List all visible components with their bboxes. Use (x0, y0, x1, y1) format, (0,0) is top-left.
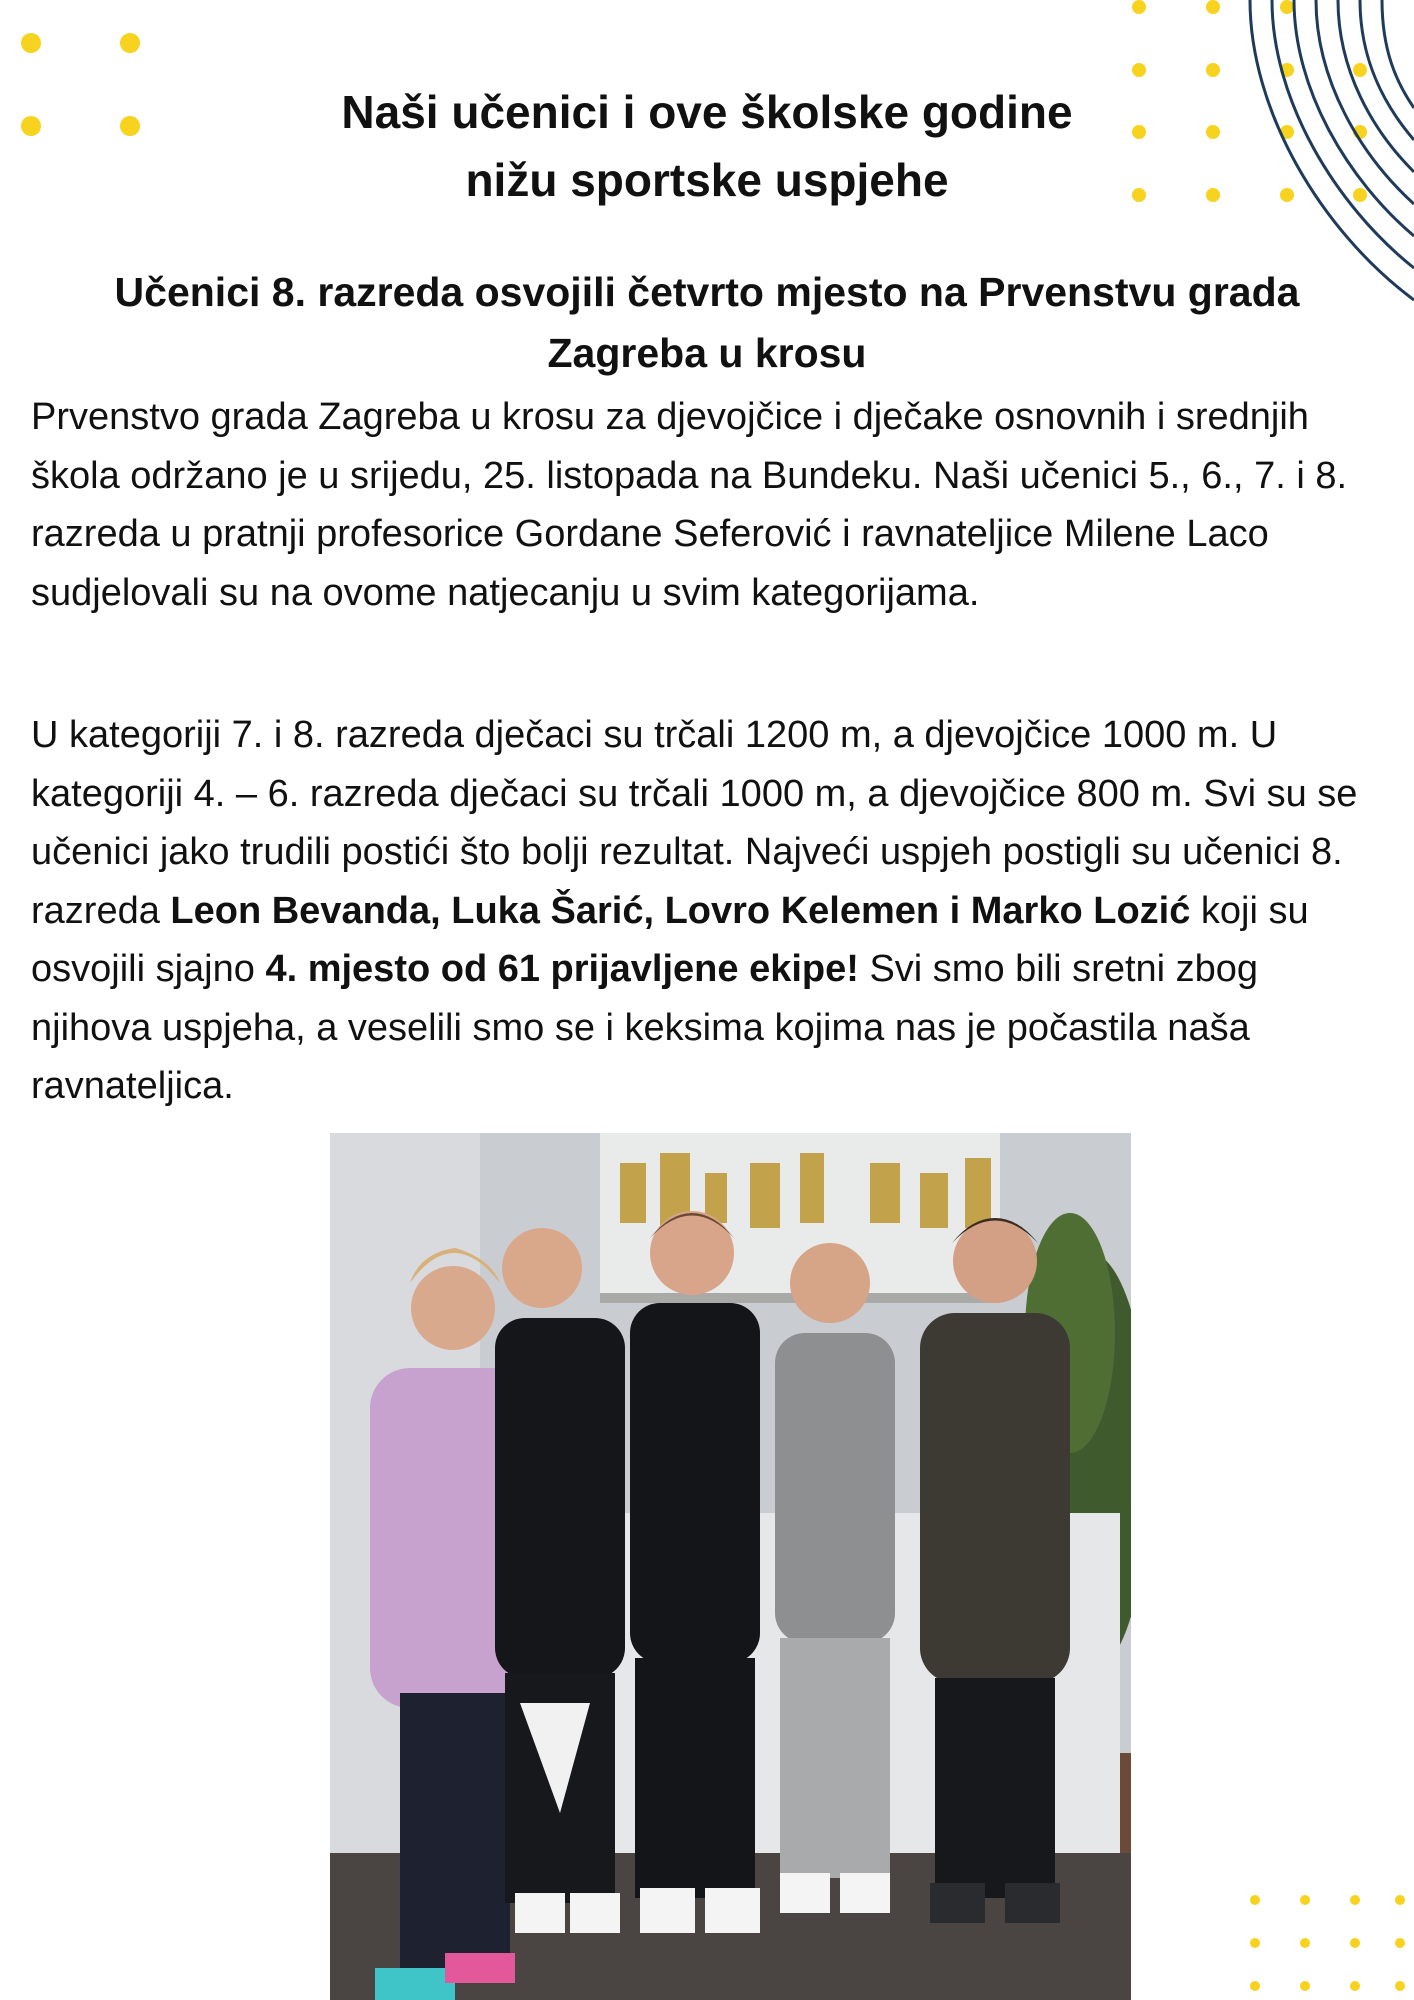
decorative-dot (1300, 1981, 1310, 1991)
decorative-dot (21, 33, 41, 53)
decorative-dot (1395, 1895, 1405, 1905)
decorative-dot (1132, 0, 1146, 14)
page-title (0, 78, 1414, 214)
page-title-line-1: Naši učenici i ove školske godine (341, 86, 1073, 138)
student-names: Leon Bevanda, Luka Šarić, Lovro Kelemen i Marko Lozić (170, 889, 1191, 932)
team-photo (330, 1133, 1131, 2000)
decorative-dot (1132, 63, 1146, 77)
article-subtitle-line-1: Učenici 8. razreda osvojili četvrto mjesto na Prvenstvu grada (114, 269, 1300, 315)
decorative-dot (1300, 1895, 1310, 1905)
decorative-dot (1206, 63, 1220, 77)
result-highlight: 4. mjesto od 61 prijavljene ekipe! (265, 948, 859, 990)
paragraph-2-text-c: Svi smo bili sretni zbog njihova uspjeha, a veselili smo se i keksima kojima nas je počastila naša ravnateljica. (31, 948, 1259, 1107)
decorative-dot (1250, 1938, 1260, 1948)
decorative-dot (1350, 1895, 1360, 1905)
article-paragraph-2 (31, 706, 1361, 1116)
decorative-dot (1300, 1938, 1310, 1948)
decorative-dot (120, 33, 140, 53)
decorative-dot (1395, 1981, 1405, 1991)
decorative-dot (1350, 1938, 1360, 1948)
article-subtitle-line-2: Zagreba u krosu (547, 330, 867, 376)
decorative-dot (1395, 1938, 1405, 1948)
paragraph-2-text-a: U kategoriji 7. i 8. razreda dječaci su trčali 1200 m, a djevojčice 1000 m. U kategoriji 4. – 6. razreda dječaci su trčali 1000 m, a djevojčice 800 m. Svi su se učenici jako trudili postići što bolji rezultat. Najveći uspjeh postigli su učenici 8. razreda (31, 714, 1358, 932)
decorative-dot (1206, 0, 1220, 14)
decorative-dot (1250, 1895, 1260, 1905)
decorative-dot (1350, 1981, 1360, 1991)
article-subtitle (30, 262, 1384, 384)
paragraph-2-text-b: koji su osvojili sjajno (31, 889, 1309, 990)
page-title-line-2: nižu sportske uspjehe (465, 154, 949, 206)
article-paragraph-1: Prvenstvo grada Zagreba u krosu za djevojčice i dječake osnovnih i srednjih škola održano je u srijedu, 25. listopada na Bundeku. Naši učenici 5., 6., 7. i 8. razreda u pratnji profesorice Gordane Seferović i ravnateljice Milene Laco sudjelovali su na ovome natjecanju u svim kategorijama. (31, 396, 1348, 614)
decorative-dot (1250, 1981, 1260, 1991)
